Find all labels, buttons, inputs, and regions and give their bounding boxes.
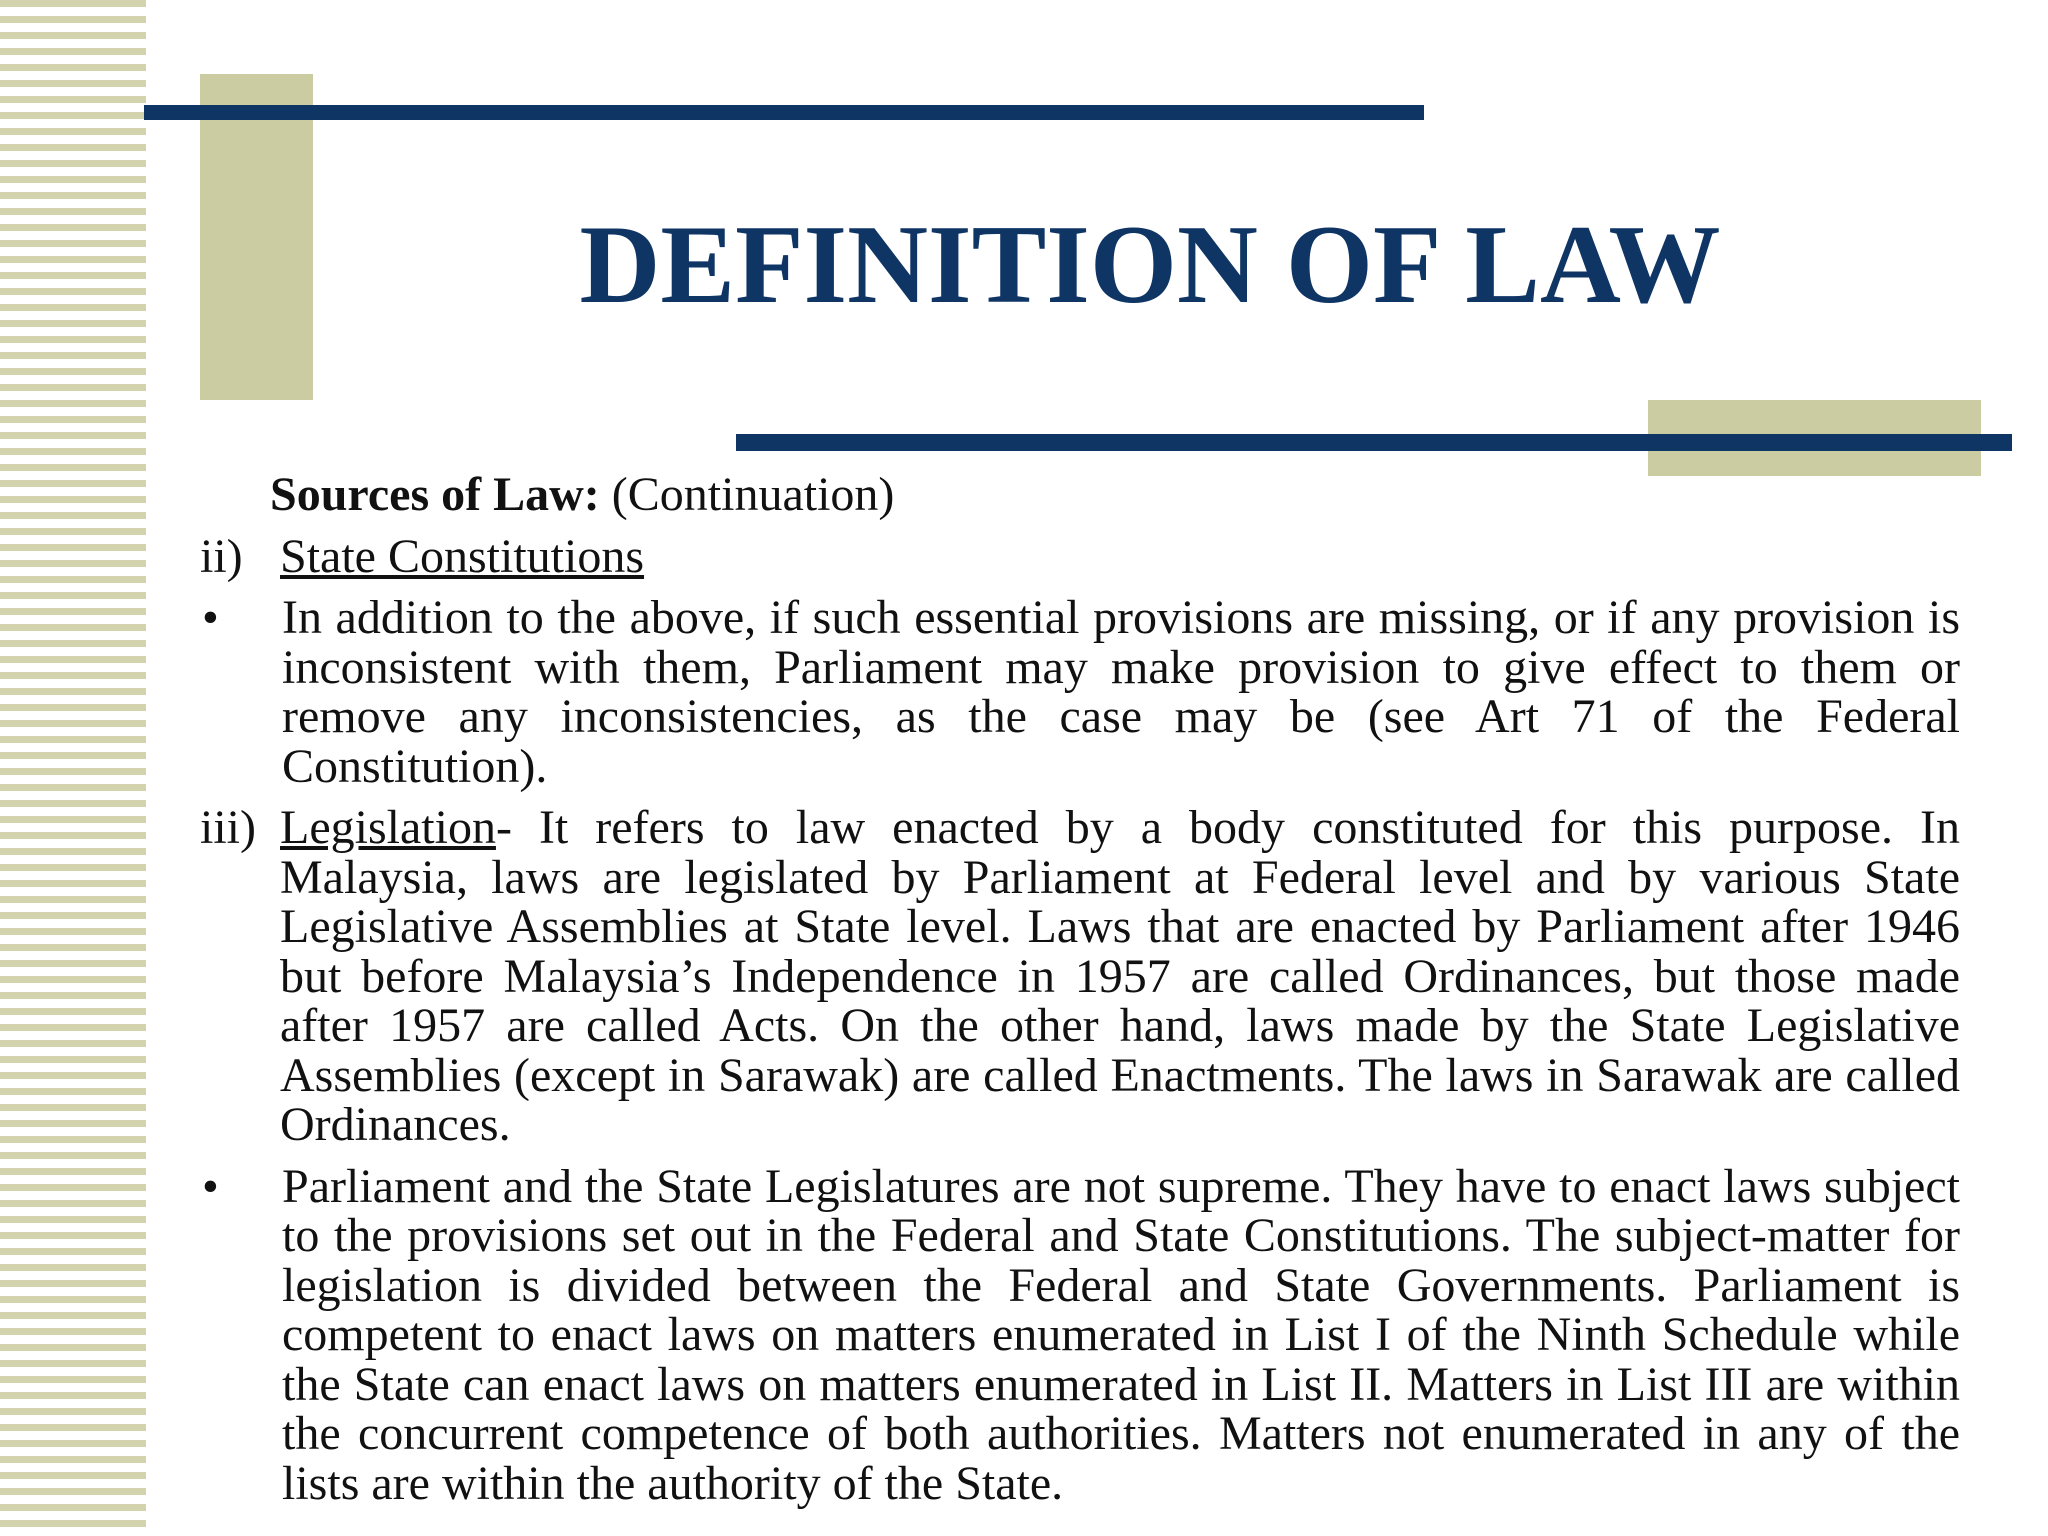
bullet-icon: •: [202, 591, 219, 644]
bullet-paragraph: [200, 1159, 1960, 1510]
slide-title: DEFINITION OF LAW: [579, 203, 1721, 327]
decorative-bottom-bar: [736, 434, 2012, 451]
slide-body: [200, 470, 1960, 1508]
list-marker: ii): [200, 529, 243, 583]
section-legislation: [200, 803, 1960, 1150]
section-heading: State Constitutions: [280, 529, 645, 583]
section-heading: Legislation: [280, 801, 496, 854]
section-text: [280, 529, 1960, 583]
sources-note: (Continuation): [611, 468, 895, 521]
paragraph-text: In addition to the above, if such essential provisions are missing, or if any provision is inconsistent with them, Parliament may make provision to give effect to them or remove any inconsistencies, as the case may be (see Art 71 of the Federal Constitution).: [282, 591, 1960, 793]
section-state-constitutions: [200, 529, 1960, 583]
sources-heading: [200, 470, 1960, 520]
decorative-top-bar: [144, 105, 1424, 120]
paragraph-text: Parliament and the State Legislatures are not supreme. They have to enact laws subject to the provisions set out in the Federal and State Constitutions. The subject-matter for legislation is divided between the Federal and State Governments. Parliament is competent to enact laws on matters enumerated in List I of the Ninth Schedule while the State can enact laws on matters enumerated in List II. Matters in List III are within the concurrent competence of both authorities. Matters not enumerated in any of the lists are within the authority of the State.: [282, 1159, 1960, 1510]
decorative-olive-block: [200, 74, 313, 400]
section-text: Legislation- It refers to law enacted by a body constituted for this purpose. In Malaysia, laws are legislated by Parliament at Federal level and by various State Legislative Assemblies at State level. Laws that are enacted by Parliament after 1946 but before Malaysia’s Independence in 1957 are called Ordinances, but those made after 1957 are called Acts. On the other hand, laws made by the State Legislative Assemblies (except in Sarawak) are called Enactments. The laws in Sarawak are called Ordinances.: [280, 801, 1960, 1151]
list-marker: iii): [200, 801, 256, 854]
bullet-paragraph: [200, 593, 1960, 791]
decorative-stripes: [0, 0, 146, 1536]
sources-label: Sources of Law:: [270, 468, 600, 521]
bullet-icon: •: [202, 1159, 219, 1213]
